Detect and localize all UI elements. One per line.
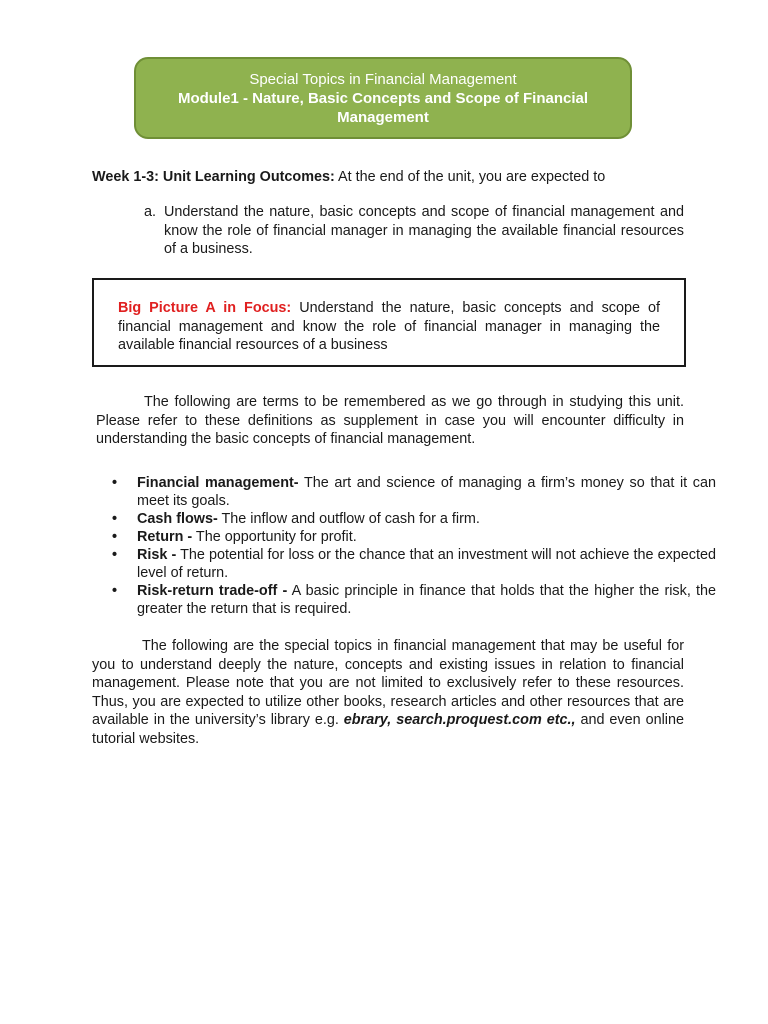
bullet-icon: • xyxy=(112,583,118,599)
big-picture-focus-box xyxy=(92,278,686,367)
term-name: Financial management- xyxy=(137,475,299,491)
term-name: Risk-return trade-off - xyxy=(137,583,288,599)
term-name: Cash flows- xyxy=(137,511,218,527)
learning-outcomes-heading xyxy=(92,168,692,186)
term-definition: The inflow and outflow of cash for a firm. xyxy=(217,511,480,527)
module-title: Module1 - Nature, Basic Concepts and Scope of Financial Management xyxy=(177,90,589,126)
term-definition: The opportunity for profit. xyxy=(192,529,357,545)
outcome-letter: a. xyxy=(144,204,157,220)
bullet-icon: • xyxy=(112,547,118,563)
terms-intro-paragraph: The following are terms to be remembered as we go through in studying this unit. Please refer to these definitions as supplement in case you will encounter difficulty in understanding the basic concepts of financial management. xyxy=(96,394,684,447)
outcome-text: Understand the nature, basic concepts and scope of financial management and know the role of financial manager in managing the available financial resources of a business. xyxy=(164,204,684,257)
bullet-icon: • xyxy=(112,511,118,527)
term-definition: The potential for loss or the chance that an investment will not achieve the expected level of return. xyxy=(137,547,716,581)
term-name: Risk - xyxy=(137,547,177,563)
resources-emphasis: ebrary, search.proquest.com etc., xyxy=(343,712,576,728)
term-name: Return - xyxy=(137,529,193,545)
term-definition: A basic principle in finance that holds that the higher the risk, the greater the return that is required. xyxy=(137,583,716,617)
module-header-banner xyxy=(134,57,632,139)
term-item xyxy=(112,474,716,510)
bullet-icon: • xyxy=(112,529,118,545)
focus-text: Understand the nature, basic concepts and scope of financial management and know the role of financial manager in managing the available financial resources of a business xyxy=(118,300,660,353)
term-item xyxy=(112,528,716,546)
terms-list xyxy=(112,474,716,618)
outcome-item-a xyxy=(144,203,684,259)
special-topics-text: The following are the special topics in financial management that may be useful for you to understand deeply the nature, concepts and existing issues in relation to financial management. Please note that you are not limited to exclusively refer to these resources. Thus, you are expected to utilize other books, research articles and other resources that are available in the university’s library e.g. xyxy=(92,638,684,728)
special-topics-tail: and even online tutorial websites. xyxy=(92,712,684,747)
outcomes-heading-bold: Week 1-3: Unit Learning Outcomes: xyxy=(92,169,335,185)
term-item xyxy=(112,510,716,528)
special-topics-paragraph xyxy=(92,637,684,748)
term-definition: The art and science of managing a firm’s money so that it can meet its goals. xyxy=(137,475,716,509)
focus-label: Big Picture A in Focus: xyxy=(118,300,292,316)
outcomes-heading-rest: At the end of the unit, you are expected to xyxy=(334,169,606,185)
bullet-icon: • xyxy=(112,475,118,491)
term-item xyxy=(112,582,716,618)
term-item xyxy=(112,546,716,582)
course-title: Special Topics in Financial Management xyxy=(249,71,517,88)
